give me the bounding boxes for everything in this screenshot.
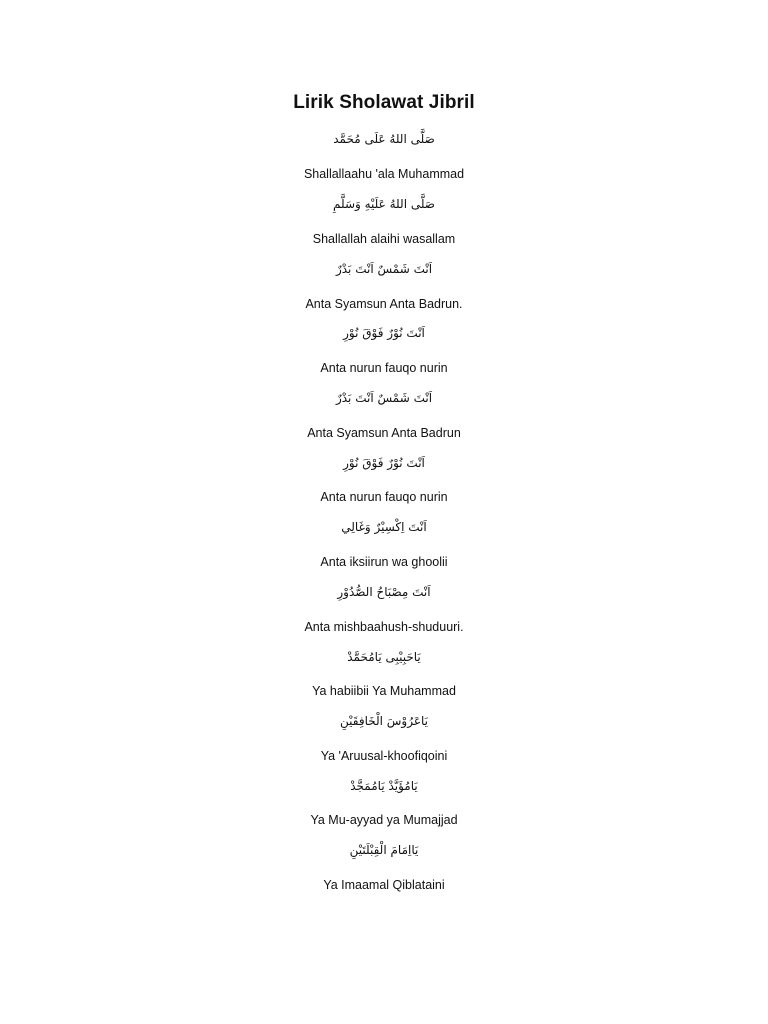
arabic-line-11: يَامُؤَيَّدْ يَامُمَجَّدْ bbox=[350, 779, 418, 793]
arabic-line-1: صَلَّى اللهُ عَلَى مُحَمَّد bbox=[333, 132, 435, 146]
arabic-line-5: اَنْتَ شَمْسٌ اَنْتَ بَدْرٌ bbox=[335, 391, 433, 405]
arabic-line-9: يَاحَبِيْبِى يَامُحَمَّدْ bbox=[347, 650, 421, 664]
latin-line-12: Ya Imaamal Qiblataini bbox=[323, 878, 445, 892]
latin-line-5: Anta Syamsun Anta Badrun bbox=[307, 426, 461, 440]
latin-line-3: Anta Syamsun Anta Badrun. bbox=[305, 297, 463, 311]
latin-line-8: Anta mishbaahush-shuduuri. bbox=[304, 620, 464, 634]
arabic-line-10: يَاعَرُوْسَ الْخَافِقَيْنِ bbox=[340, 714, 428, 728]
arabic-line-8: اَنْتَ مِصْبَاحُ الصُّدُوْرِ bbox=[337, 585, 431, 599]
arabic-line-3: اَنْتَ شَمْسٌ اَنْتَ بَدْرٌ bbox=[335, 262, 433, 276]
page-title: Lirik Sholawat Jibril bbox=[293, 92, 475, 113]
arabic-line-2: صَلَّى اللهُ عَلَيْهِ وَسَلَّمِ bbox=[333, 197, 435, 211]
latin-line-2: Shallallah alaihi wasallam bbox=[312, 232, 456, 246]
latin-line-4: Anta nurun fauqo nurin bbox=[320, 361, 448, 375]
latin-line-11: Ya Mu-ayyad ya Mumajjad bbox=[310, 813, 458, 827]
arabic-line-12: يَااِمَامَ الْقِبْلَتَيْنِ bbox=[349, 843, 419, 857]
latin-line-9: Ya habiibii Ya Muhammad bbox=[312, 684, 456, 698]
latin-line-7: Anta iksiirun wa ghoolii bbox=[320, 555, 448, 569]
latin-line-6: Anta nurun fauqo nurin bbox=[320, 490, 448, 504]
arabic-line-4: اَنْتَ نُوْرٌ فَوْقَ نُوْرِ bbox=[343, 326, 425, 340]
arabic-line-6: اَنْتَ نُوْرٌ فَوْقَ نُوْرِ bbox=[343, 456, 425, 470]
latin-line-10: Ya 'Aruusal-khoofiqoini bbox=[320, 749, 448, 763]
latin-line-1: Shallallaahu 'ala Muhammad bbox=[303, 167, 465, 181]
arabic-line-7: اَنْتَ اِكْسِيْرٌ وَغَالِي bbox=[341, 520, 427, 534]
